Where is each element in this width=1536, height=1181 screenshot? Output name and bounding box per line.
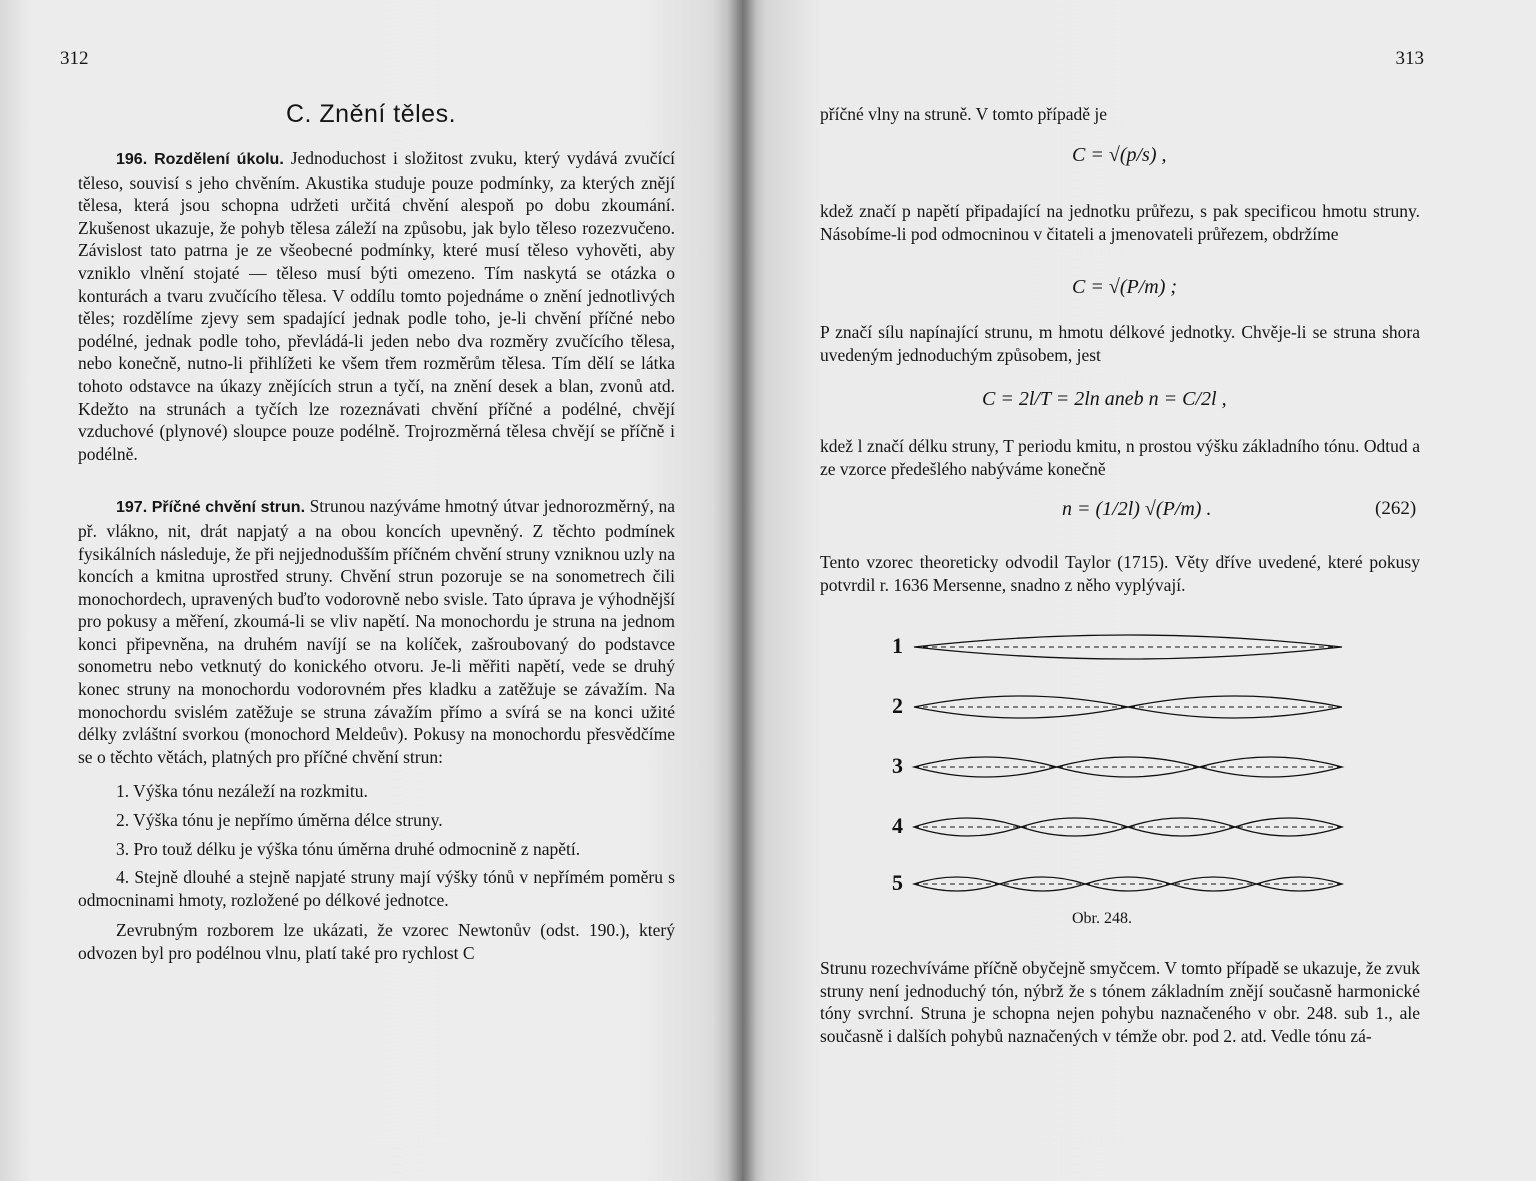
paragraph-196-heading: Rozdělení úkolu. [154,151,284,168]
closing-paragraph: Zevrubným rozborem lze ukázati, že vzorec Newtonův (odst. 190.), který odvozen byl pro podélnou vlnu, platí také pro rychlost C [78,920,675,963]
paragraph-196-number: 196. [116,151,148,168]
mode-4-loop [1128,818,1235,836]
figure-caption: Obr. 248. [1072,910,1132,927]
formula-3: C = 2l/T = 2ln aneb n = C/2l , [982,388,1227,410]
wave-curves [914,635,1342,891]
standing-waves-figure [892,620,1352,900]
paragraph-197-text: Strunou nazýváme hmotný útvar jednorozměrný, na př. vlákno, nit, drát napjatý a na obou koncích upevněný. Z těchto podmínek fysikálních následuje, že při nejjednodušším příčném chvění struny vzniknou uzly na koncích a kmitna uprostřed struny. Chvění strun pozoruje se na sonometrech čili monochordech, upravených buďto vodorovně nebo svisle. Tato úprava je výhodnější pro pokusy a měření, zkoumá-li se vliv napětí. Na monochordu je struna na jednom konci připevněna, na druhém navíjí se na kolíček, zašroubovaný do podstavce sonometru nebo vetknutý do konického otvoru. Je-li měřiti napětí, vede se druhý konec struny na monochordu vodorovném přes kladku a zatěžuje se závažím. Na monochordu svislém zatěžuje se struna závažím přímo a svírá se na konci užité délky zvláštní svorkou (monochord Meldeův). Pokusy na monochordu přesvědčíme se o těchto větách, platných pro příčné chvění strun: [78,496,675,767]
right-line-1: příčné vlny na struně. V tomto případě je [820,104,1108,124]
law-item: 1. Výška tónu nezáleží na rozkmitu. [116,781,368,802]
section-title: C. Znění těles. [285,100,457,128]
formula-4: n = (1/2l) √(P/m) . [1062,498,1212,520]
paragraph-196 [78,147,675,465]
law-item: 3. Pro touž délku je výška tónu úměrna druhé odmocnině z napětí. [116,838,581,859]
left-page-number: 312 [60,48,89,69]
formula-1: C = √(p/s) , [1072,144,1167,166]
book-gutter [728,0,756,1181]
law-item: 2. Výška tónu je nepřímo úměrna délce struny. [116,810,443,831]
formula-2: C = √(P/m) ; [1072,276,1178,298]
paragraph-197-heading: Příčné chvění strun. [151,499,306,517]
paragraph-197-number: 197. [116,499,148,517]
right-page-number: 313 [1395,48,1424,69]
law-item: 4. Stejně dlouhé a stejně napjaté struny mají výšky tónů v nepřímém poměru s odmocninami hmoty, rozložené po délkové jednotce. [78,867,675,910]
right-page [742,0,1536,1181]
left-page [0,0,742,1181]
right-paragraph-3: P značí sílu napínající strunu, m hmotu délkové jednotky. Chvěje-li se struna shora uvedeným jednoduchým způsobem, jest [820,322,1420,365]
right-paragraph-4: kdež l značí délku struny, T periodu kmitu, n prostou výšku základního tónu. Odtud a ze vzorce předešlého nabýváme konečně [820,436,1420,479]
mode-label-4: 4 [892,813,903,838]
laws-list [78,780,675,911]
mode-label-5: 5 [892,870,903,895]
paragraph-196-text: Jednoduchost i složitost zvuku, který vydává zvučící těleso, souvisí s jeho chvěním. Akustika studuje pouze podmínky, za kterých znějí tělesa, která jsou schopna udržeti určitá chvění alespoň po dobu zkoumání. Zkušenost ukazuje, že pohyb tělesa záleží na způsobu, jak bylo těleso rozezvučeno. Závislost tato patrna je ze všeobecné podmínky, které musí těleso vyhověti, aby vzniklo vlnění stojaté — těleso musí býti omezeno. Tím naskytá se otázka o konturách a tvaru zvučícího tělesa. V oddílu tomto pojednáme o znění jednotlivých těles; rozdělíme zjevy sem spadající jednak podle toho, je-li chvění příčné nebo podélné, jednak podle toho, převládá-li jeden nebo dva rozměry zvučícího tělesa, nebo konečně, nutno-li přihlížeti ke všem třem rozměrům tělesa. Tím dělí se látka tohoto odstavce na úkazy znějících strun a tyčí, na znění desek a blan, zvonů atd. Kdežto na strunách a tyčích lze rozeznávati chvění příčné a podélné, chvějí vzduchové (plynové) sloupce pouze podélně. Trojrozměrná tělesa chvějí se příčně i podélně. [78,148,676,464]
paragraph-197 [78,495,675,768]
right-paragraph-2: kdež značí p napětí připadající na jednotku průřezu, s pak specificou hmotu struny. Násobíme-li pod odmocninou v čitateli a jmenovateli průřezem, obdržíme [820,201,1420,244]
mode-label-3: 3 [892,753,903,778]
mode-label-2: 2 [892,693,903,718]
mode-label-1: 1 [892,633,903,658]
left-body [78,147,675,965]
mode-4-loop [1021,818,1128,836]
right-paragraph-6: Strunu rozechvíváme příčně obyčejně smyčcem. V tomto případě se ukazuje, že zvuk struny není jednoduchý tón, nýbrž že s tónem základním znějí současně harmonické tóny svrchní. Struna je schopna nejen pohybu naznačeného v obr. 248. sub 1., ale současně i dalších pohybů naznačených v témže obr. pod 2. atd. Vedle tónu zá- [820,958,1420,1046]
equation-number: (262) [1375,498,1417,519]
right-paragraph-5: Tento vzorec theoreticky odvodil Taylor (1715). Věty dříve uvedené, které pokusy potvrdil r. 1636 Mersenne, snadno z něho vyplývají. [820,552,1420,595]
